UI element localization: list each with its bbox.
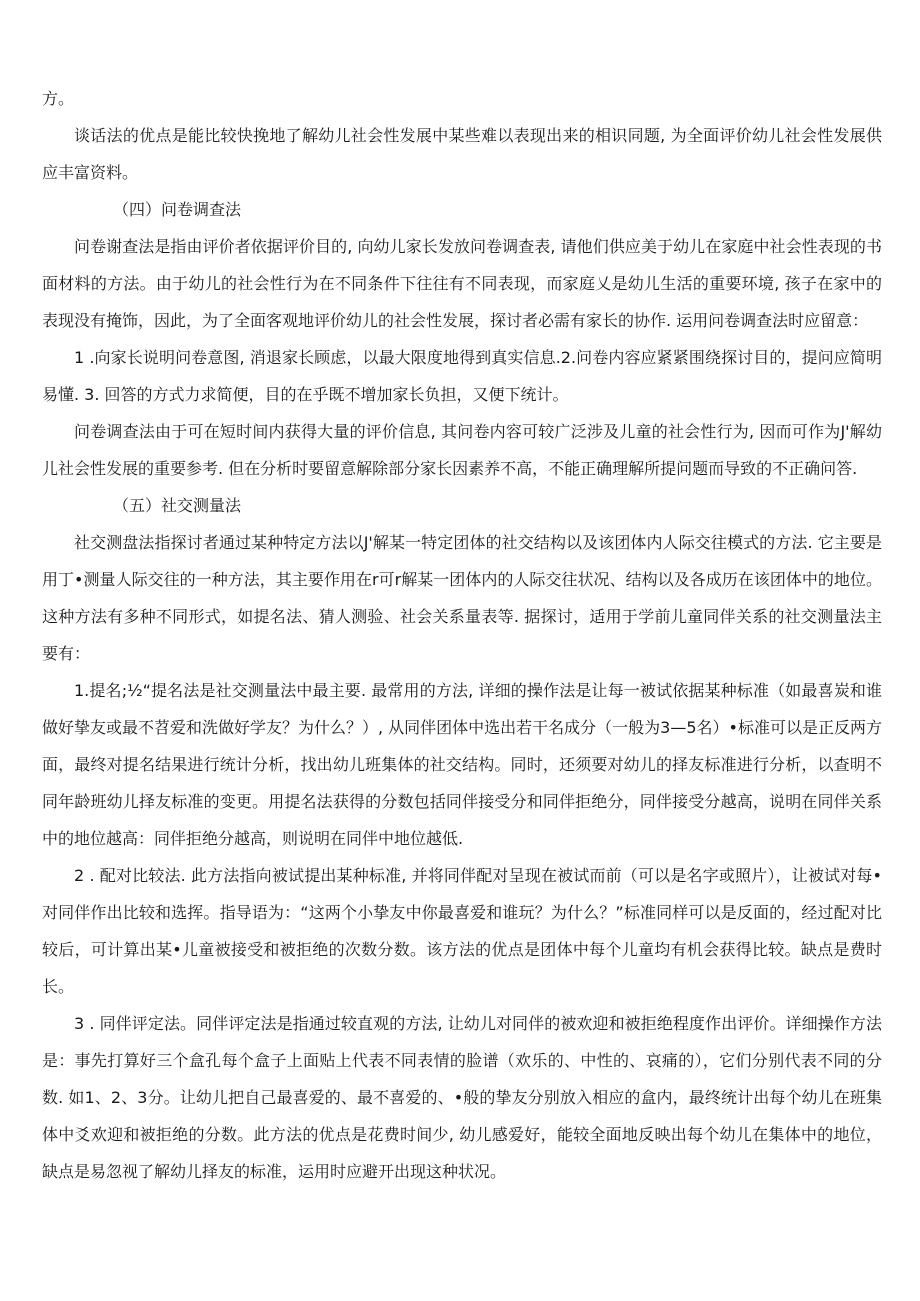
section-heading-sociometry: （五）社交测量法 [113,496,242,515]
paragraph-paired-comparison: 2 . 配对比较法. 此方法指向被试提出某种标准, 并将同伴配对呈现在被试而前（可以是名字或照片），让被试对每•对同伴作出比较和选挥。指导语为：“这两个小挚友中你最喜爱和谁玩？为什么？”标准同样可以是反面的，经过配对比较后，可计算出某•儿童被接受和被拒绝的次数分数。该方法的优点是团体中每个儿童均有机会获得比较。缺点是费时长。 [42,866,882,996]
paragraph-fragment: 方。 [42,89,75,108]
paragraph-sociometry-definition: 社交测盘法指探讨者通过某种特定方法以J'解某一特定团体的社交结构以及该团体内人际交往模式的方法. 它主要是用丁•测量人际交往的一种方法，其主要作用在r可r解某一团体内的人际交往状况、结构以及各成历在该团体中的地位。这种方法有多种不同形式，如提名法、猜人测验、社会关系量表等. 据探讨，适用于学前儿童同伴关系的社交测量法主要有： [42,533,882,663]
paragraph-peer-rating: 3 . 同伴评定法。同伴评定法是指通过较直观的方法, 让幼儿对同伴的被欢迎和被拒绝程度作出评价。详细操作方法是：事先打算好三个盒孔每个盒子上面贴上代表不同表情的脸谱（欢乐的、中性的、哀痛的），它们分别代表不同的分数. 如1、2、3分。让幼儿把自己最喜爱的、最不喜爱的、•般的挚友分别放入相应的盒内，最终统计出每个幼儿在班集体中爻欢迎和被拒绝的分数。此方法的优点是花费时间少, 幼儿感爱好，能较全面地反映出每个幼儿在集体中的地位，缺点是易忽视了解幼儿择友的标准，运用时应避开出现这种状况。 [42,1014,882,1181]
paragraph-interview-advantages: 谈话法的优点是能比较快挽地了解幼儿社会性发展中某些难以表现出来的相识同题, 为全面评价幼儿社会性发展供应丰富资料。 [42,126,882,182]
section-heading-questionnaire: （四）问卷调查法 [113,200,242,219]
paragraph-nomination-method: 1.提名;½“提名法是社交测量法中最主要. 最常用的方法, 详细的操作法是让每一被试依据某种标准（如最喜炭和谁做好挚友或最不苕爱和洗做好学友？为什么？）, 从同伴团体中选出若干名成分（一般为3—5名）•标准可以是正反两方面，最终对提名结果进行统计分析，找出幼儿班集体的社交结构。同时，还须要对幼儿的择友标准进行分析，以查明不同年龄班幼儿择友标准的变更。用提名法获得的分数包括同伴接受分和同伴拒绝分，同伴接受分越高，说明在同伴关系中的地位越高：同伴拒绝分越高，则说明在同伴中地位越低. [42,681,882,848]
paragraph-questionnaire-evaluation: 问卷调查法由于可在短时间内获得大量的评价信息, 其问卷内容可较广泛涉及儿童的社会性行为, 因而可作为J'解幼儿社会性发展的重要参考. 但在分析时要留意解除部分家长因素养不高，不能正确理解所提问题而导致的不正确问答. [42,422,882,478]
paragraph-questionnaire-notes: 1 .向家长说明问卷意图, 消退家长顾虑，以最大限度地得到真实信息.2.问卷内容应紧紧围绕探讨目的，提问应简明易懂. 3. 回答的方式力求简便，目的在乎既不增加家长负担，又便下统计。 [42,348,882,404]
paragraph-questionnaire-definition: 问卷谢查法是指由评价者依据评价目的, 向幼儿家长发放问卷调查表, 请他们供应美于幼儿在家庭中社会性表现的书面材料的方法。由于幼儿的社会性行为在不同条件下往往有不同表现，而家庭乂是幼儿生活的重要环境, 孩子在家中的表现没有掩饰，因此，为了全面客观地评价幼儿的社会性发展，探讨者必需有家长的协作. 运用问卷调查法时应留意： [42,237,882,330]
document-body [42,80,882,1190]
